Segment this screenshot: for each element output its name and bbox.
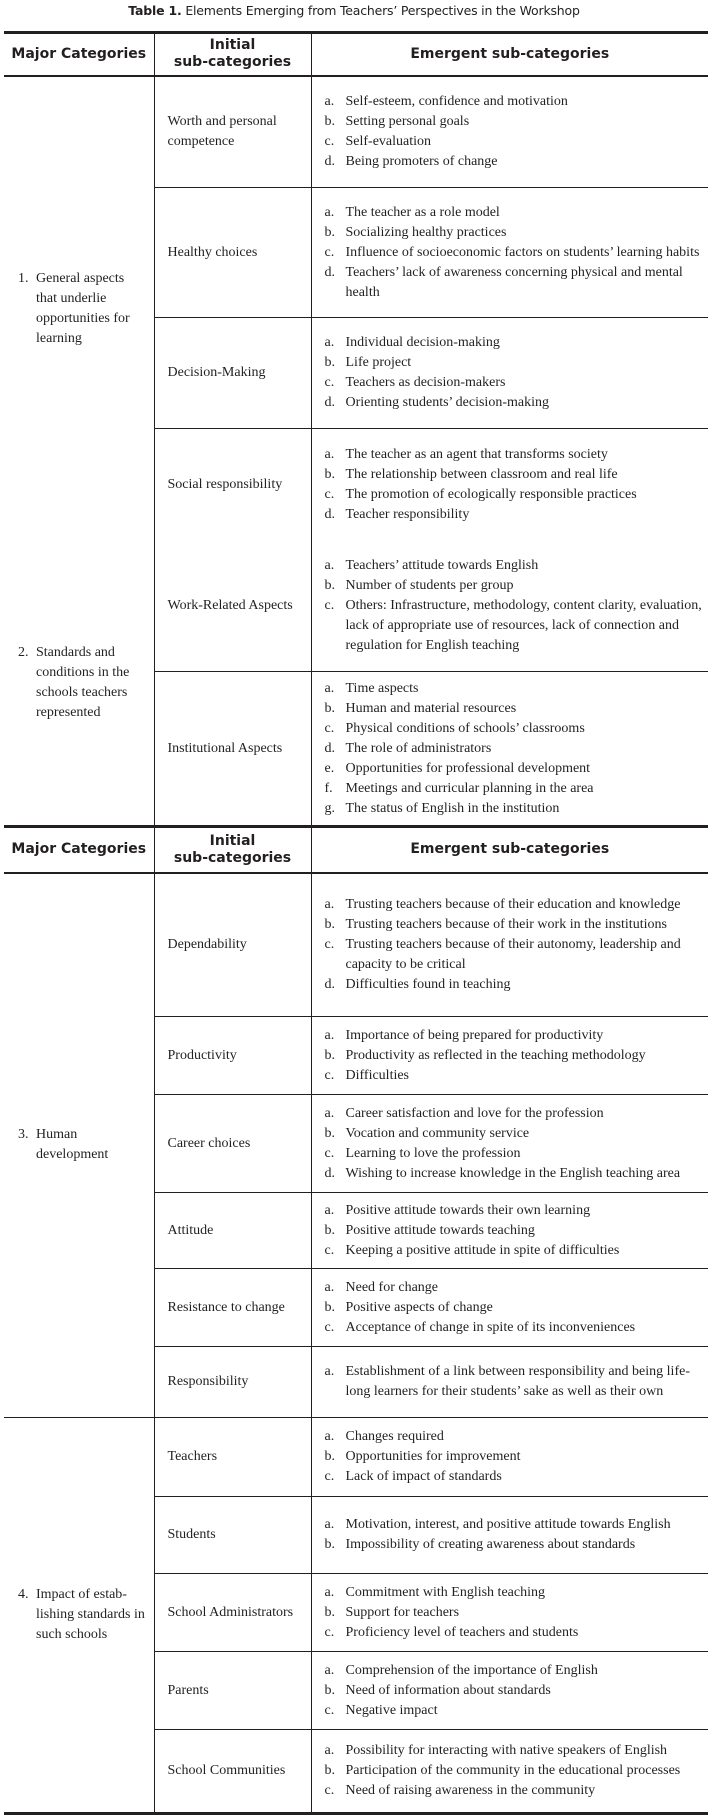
list-marker: c. bbox=[324, 1319, 335, 1335]
list-marker: b. bbox=[324, 1537, 335, 1552]
list-item-text: The teacher as an agent that transforms society bbox=[345, 446, 608, 462]
list-item-text: Negative impact bbox=[345, 1702, 438, 1718]
header-major-categories: Major Categories bbox=[11, 45, 147, 62]
list-marker: b. bbox=[324, 1047, 335, 1063]
header-emergent-subcategories: Emergent sub-categories bbox=[311, 33, 708, 76]
list-item-text: Others: Infrastructure, methodology, content clarity, evaluation, lack of appropriate use of resources, lack of connection and regulation for English teaching bbox=[345, 597, 702, 653]
initial-subcategory: School Communities bbox=[154, 1730, 311, 1814]
list-item bbox=[325, 1515, 705, 1535]
initial-subcategory: Responsibility bbox=[154, 1347, 311, 1418]
list-item-text: Proficiency level of teachers and students bbox=[345, 1624, 579, 1640]
emergent-subcategories-cell bbox=[311, 429, 708, 541]
list-item-text: The relationship between classroom and real life bbox=[345, 466, 618, 482]
list-item-text: Self-esteem, confidence and motivation bbox=[345, 93, 568, 109]
initial-subcategory: Attitude bbox=[154, 1193, 311, 1269]
list-item-text: Positive attitude towards teaching bbox=[345, 1222, 535, 1238]
list-item bbox=[325, 333, 705, 353]
major-category bbox=[18, 1585, 148, 1645]
list-marker: a. bbox=[324, 557, 335, 573]
list-item-text: Changes required bbox=[345, 1429, 444, 1444]
list-item bbox=[325, 1318, 705, 1338]
list-item-text: Teachers’ attitude towards English bbox=[345, 557, 539, 573]
major-category-cell bbox=[4, 873, 154, 1418]
list-item-text: The status of English in the institution bbox=[345, 800, 560, 816]
list-item bbox=[325, 895, 705, 915]
list-item-text: Need for change bbox=[345, 1279, 439, 1295]
list-marker: a. bbox=[324, 1517, 335, 1532]
initial-subcategory: Parents bbox=[154, 1652, 311, 1730]
list-marker: d. bbox=[324, 506, 335, 522]
list-item-text: Opportunities for professional development bbox=[345, 760, 591, 776]
caption-label: Table 1. bbox=[128, 3, 182, 18]
emergent-subcategories-cell bbox=[311, 188, 708, 318]
major-category-label: General aspects that underlie opportunities for learning bbox=[36, 270, 130, 346]
list-item-text: Number of students per group bbox=[345, 577, 514, 593]
list-item bbox=[325, 1781, 705, 1801]
list-item-text: Teacher responsibility bbox=[345, 506, 470, 522]
list-item-text: Physical conditions of schools’ classrooms bbox=[345, 720, 585, 736]
list-item-text: Difficulties bbox=[345, 1067, 410, 1083]
list-item bbox=[325, 1681, 705, 1701]
initial-subcategory: Teachers bbox=[154, 1418, 311, 1497]
emergent-subcategories-cell bbox=[311, 541, 708, 672]
list-item-text: Establishment of a link between responsibility and being life-long learners for their students’ sake as well as their own bbox=[345, 1364, 690, 1399]
list-marker: b. bbox=[324, 1763, 335, 1778]
list-marker: b. bbox=[324, 466, 335, 482]
elements-table bbox=[4, 31, 708, 1815]
list-item bbox=[325, 1467, 705, 1487]
list-item bbox=[325, 576, 705, 596]
emergent-subcategories-cell bbox=[311, 1347, 708, 1418]
table-header-row bbox=[4, 33, 708, 76]
initial-subcategory: Students bbox=[154, 1497, 311, 1574]
header-emergent-subcategories: Emergent sub-categories bbox=[311, 827, 708, 873]
list-item bbox=[325, 1583, 705, 1603]
list-item-text: Need of information about standards bbox=[345, 1682, 551, 1698]
emergent-subcategories-cell bbox=[311, 1574, 708, 1652]
list-item bbox=[325, 505, 705, 525]
list-item-text: Opportunities for improvement bbox=[345, 1449, 521, 1464]
list-item-text: Importance of being prepared for productivity bbox=[345, 1027, 604, 1043]
list-item bbox=[325, 485, 705, 505]
initial-subcategory: Healthy choices bbox=[154, 188, 311, 318]
emergent-subcategories-cell bbox=[311, 1193, 708, 1269]
list-item bbox=[325, 719, 705, 739]
list-item-text: Life project bbox=[345, 355, 412, 370]
list-item-text: Career satisfaction and love for the profession bbox=[345, 1105, 604, 1121]
list-item bbox=[325, 445, 705, 465]
list-marker: d. bbox=[324, 740, 335, 756]
major-category bbox=[18, 643, 148, 723]
list-item-text: Positive attitude towards their own learning bbox=[345, 1202, 591, 1218]
list-item bbox=[325, 799, 705, 819]
major-category bbox=[18, 269, 148, 349]
list-item-text: The promotion of ecologically responsible practices bbox=[345, 486, 637, 502]
initial-subcategory: Decision-Making bbox=[154, 318, 311, 429]
list-item bbox=[325, 596, 705, 656]
list-marker: c. bbox=[324, 1145, 335, 1161]
emergent-subcategories-cell bbox=[311, 1497, 708, 1574]
table-header-row bbox=[4, 827, 708, 873]
list-item bbox=[325, 935, 705, 975]
list-marker: c. bbox=[324, 936, 335, 952]
initial-subcategory: School Administrators bbox=[154, 1574, 311, 1652]
emergent-subcategories-cell bbox=[311, 1418, 708, 1497]
list-marker: g. bbox=[324, 800, 335, 816]
list-marker: c. bbox=[324, 1702, 335, 1718]
list-item bbox=[325, 132, 705, 152]
list-item bbox=[325, 1104, 705, 1124]
list-marker: a. bbox=[324, 1105, 335, 1121]
header-initial-line1: Initial bbox=[209, 832, 256, 849]
list-item bbox=[325, 1427, 705, 1447]
list-item bbox=[325, 556, 705, 576]
list-marker: c. bbox=[324, 1783, 335, 1798]
list-marker: a. bbox=[324, 335, 335, 350]
list-item-text: Being promoters of change bbox=[345, 153, 498, 169]
list-item bbox=[325, 112, 705, 132]
list-item-text: Trusting teachers because of their work in the institutions bbox=[345, 916, 667, 932]
table-row bbox=[4, 76, 708, 188]
list-marker: d. bbox=[324, 976, 335, 992]
list-item bbox=[325, 203, 705, 223]
caption-text: Elements Emerging from Teachers’ Perspectives in the Workshop bbox=[181, 3, 580, 18]
header-initial-subcategories bbox=[154, 33, 311, 76]
list-marker: a. bbox=[324, 93, 335, 109]
list-item-text: Comprehension of the importance of English bbox=[345, 1662, 598, 1678]
list-item bbox=[325, 759, 705, 779]
list-marker: d. bbox=[324, 395, 335, 410]
initial-subcategory: Worth and personal competence bbox=[154, 76, 311, 188]
list-marker: b. bbox=[324, 1449, 335, 1464]
list-item-text: Motivation, interest, and positive attitude towards English bbox=[345, 1517, 671, 1532]
emergent-subcategories-cell bbox=[311, 873, 708, 1017]
list-marker: b. bbox=[324, 113, 335, 129]
major-category-cell bbox=[4, 541, 154, 827]
list-item bbox=[325, 1603, 705, 1623]
list-item-text: Need of raising awareness in the community bbox=[345, 1783, 596, 1798]
list-marker: a. bbox=[324, 1429, 335, 1444]
list-item bbox=[325, 1761, 705, 1781]
initial-subcategory: Career choices bbox=[154, 1095, 311, 1193]
list-marker: d. bbox=[324, 264, 335, 280]
initial-subcategory: Social responsibility bbox=[154, 429, 311, 541]
list-item-text: Commitment with English teaching bbox=[345, 1584, 545, 1600]
list-item bbox=[325, 1741, 705, 1761]
list-item-text: Time aspects bbox=[345, 680, 419, 696]
list-item-text: Impossibility of creating awareness about standards bbox=[345, 1537, 636, 1552]
list-item-text: Difficulties found in teaching bbox=[345, 976, 511, 992]
list-marker: c. bbox=[324, 375, 335, 390]
list-item-text: Teachers as decision-makers bbox=[345, 375, 506, 390]
list-marker: c. bbox=[324, 1469, 335, 1484]
major-category-number: 4. bbox=[18, 1587, 29, 1602]
list-item-text: Productivity as reflected in the teaching methodology bbox=[345, 1047, 646, 1063]
major-category-number: 3. bbox=[18, 1127, 29, 1143]
list-item-text: Individual decision-making bbox=[345, 335, 500, 350]
list-marker: a. bbox=[324, 680, 335, 696]
list-item-text: Lack of impact of standards bbox=[345, 1469, 502, 1484]
initial-subcategory: Dependability bbox=[154, 873, 311, 1017]
list-item bbox=[325, 465, 705, 485]
list-item bbox=[325, 975, 705, 995]
initial-subcategory: Resistance to change bbox=[154, 1269, 311, 1347]
list-marker: b. bbox=[324, 1125, 335, 1141]
table-row bbox=[4, 873, 708, 1017]
list-item bbox=[325, 1362, 705, 1402]
list-marker: c. bbox=[324, 720, 335, 736]
header-initial-line1: Initial bbox=[209, 37, 256, 54]
list-item bbox=[325, 1124, 705, 1144]
list-item bbox=[325, 739, 705, 759]
major-category-cell bbox=[4, 1418, 154, 1814]
list-item-text: Trusting teachers because of their autonomy, leadership and capacity to be critical bbox=[345, 936, 681, 972]
initial-subcategory: Work-Related Aspects bbox=[154, 541, 311, 672]
list-marker: b. bbox=[324, 577, 335, 593]
list-item bbox=[325, 1066, 705, 1086]
list-item bbox=[325, 1661, 705, 1681]
emergent-subcategories-cell bbox=[311, 1652, 708, 1730]
list-marker: a. bbox=[324, 896, 335, 912]
list-marker: a. bbox=[324, 1279, 335, 1295]
list-marker: a. bbox=[324, 1364, 335, 1379]
list-item-text: Meetings and curricular planning in the area bbox=[345, 780, 594, 796]
list-item bbox=[325, 1164, 705, 1184]
initial-subcategory: Institutional Aspects bbox=[154, 672, 311, 827]
list-item-text: Learning to love the profession bbox=[345, 1145, 521, 1161]
list-item bbox=[325, 915, 705, 935]
list-marker: d. bbox=[324, 1165, 335, 1181]
list-item-text: Human and material resources bbox=[345, 700, 517, 716]
list-item bbox=[325, 1535, 705, 1555]
list-marker: c. bbox=[324, 1624, 335, 1640]
list-item bbox=[325, 1447, 705, 1467]
list-marker: b. bbox=[324, 355, 335, 370]
list-item-text: Trusting teachers because of their education and knowledge bbox=[345, 896, 681, 912]
list-item bbox=[325, 1701, 705, 1721]
list-item bbox=[325, 223, 705, 243]
table-caption bbox=[0, 3, 708, 18]
list-item bbox=[325, 1221, 705, 1241]
table-row bbox=[4, 541, 708, 672]
major-category-number: 1. bbox=[18, 270, 29, 286]
emergent-subcategories-cell bbox=[311, 672, 708, 827]
list-item bbox=[325, 679, 705, 699]
list-item bbox=[325, 1623, 705, 1643]
list-marker: b. bbox=[324, 1682, 335, 1698]
list-marker: b. bbox=[324, 1604, 335, 1620]
list-item-text: Keeping a positive attitude in spite of difficulties bbox=[345, 1242, 620, 1258]
list-item bbox=[325, 393, 705, 413]
emergent-subcategories-cell bbox=[311, 1095, 708, 1193]
list-item-text: Support for teachers bbox=[345, 1604, 460, 1620]
list-item-text: Orienting students’ decision-making bbox=[345, 395, 549, 410]
list-marker: a. bbox=[324, 1743, 335, 1758]
emergent-subcategories-cell bbox=[311, 318, 708, 429]
list-marker: b. bbox=[324, 1299, 335, 1315]
list-item bbox=[325, 1144, 705, 1164]
emergent-subcategories-cell bbox=[311, 1730, 708, 1814]
table-row bbox=[4, 1418, 708, 1497]
list-marker: e. bbox=[324, 760, 335, 776]
major-category-label: Standards and conditions in the schools teachers represented bbox=[36, 644, 130, 720]
list-item-text: Possibility for interacting with native speakers of English bbox=[345, 1743, 668, 1758]
list-item-text: Self-evaluation bbox=[345, 133, 432, 149]
list-item-text: Positive aspects of change bbox=[345, 1299, 493, 1315]
list-marker: f. bbox=[324, 780, 333, 796]
major-category-cell bbox=[4, 76, 154, 541]
list-item-text: Socializing healthy practices bbox=[345, 224, 507, 240]
list-marker: c. bbox=[324, 133, 335, 149]
major-category-label: Human development bbox=[36, 1127, 109, 1163]
emergent-subcategories-cell bbox=[311, 1269, 708, 1347]
list-marker: d. bbox=[324, 153, 335, 169]
list-marker: c. bbox=[324, 1067, 335, 1083]
list-item-text: Teachers’ lack of awareness concerning physical and mental health bbox=[345, 264, 683, 300]
major-category-number: 2. bbox=[18, 644, 29, 660]
initial-subcategory: Productivity bbox=[154, 1017, 311, 1095]
list-item bbox=[325, 1046, 705, 1066]
list-item-text: Participation of the community in the educational processes bbox=[345, 1763, 681, 1778]
list-marker: c. bbox=[324, 1242, 335, 1258]
list-marker: a. bbox=[324, 1027, 335, 1043]
major-category bbox=[18, 1125, 148, 1165]
list-marker: a. bbox=[324, 1584, 335, 1600]
list-item-text: The role of administrators bbox=[345, 740, 492, 756]
list-item bbox=[325, 373, 705, 393]
list-item-text: The teacher as a role model bbox=[345, 204, 500, 220]
list-marker: a. bbox=[324, 204, 335, 220]
list-item bbox=[325, 92, 705, 112]
list-item-text: Vocation and community service bbox=[345, 1125, 530, 1141]
list-item-text: Influence of socioeconomic factors on students’ learning habits bbox=[345, 244, 700, 260]
list-item bbox=[325, 1201, 705, 1221]
header-initial-line2: sub-categories bbox=[173, 849, 292, 866]
list-marker: c. bbox=[324, 597, 335, 613]
list-item bbox=[325, 243, 705, 263]
list-marker: b. bbox=[324, 916, 335, 932]
emergent-subcategories-cell bbox=[311, 1017, 708, 1095]
header-initial-subcategories bbox=[154, 827, 311, 873]
list-item bbox=[325, 263, 705, 303]
list-item bbox=[325, 1241, 705, 1261]
list-marker: b. bbox=[324, 700, 335, 716]
list-item bbox=[325, 1278, 705, 1298]
header-major-categories: Major Categories bbox=[11, 841, 147, 858]
emergent-subcategories-cell bbox=[311, 76, 708, 188]
list-marker: a. bbox=[324, 446, 335, 462]
list-marker: b. bbox=[324, 224, 335, 240]
list-marker: b. bbox=[324, 1222, 335, 1238]
list-marker: c. bbox=[324, 244, 335, 260]
list-item bbox=[325, 699, 705, 719]
list-item bbox=[325, 779, 705, 799]
list-item bbox=[325, 353, 705, 373]
list-item bbox=[325, 1298, 705, 1318]
list-item-text: Wishing to increase knowledge in the English teaching area bbox=[345, 1165, 681, 1181]
list-marker: a. bbox=[324, 1662, 335, 1678]
list-item bbox=[325, 1026, 705, 1046]
header-initial-line2: sub-categories bbox=[173, 54, 292, 71]
list-item-text: Setting personal goals bbox=[345, 113, 470, 129]
list-marker: c. bbox=[324, 486, 335, 502]
list-item-text: Acceptance of change in spite of its inconveniences bbox=[345, 1319, 636, 1335]
list-marker: a. bbox=[324, 1202, 335, 1218]
major-category-label: Impact of estab-lishing standards in such schools bbox=[36, 1587, 145, 1642]
list-item bbox=[325, 152, 705, 172]
